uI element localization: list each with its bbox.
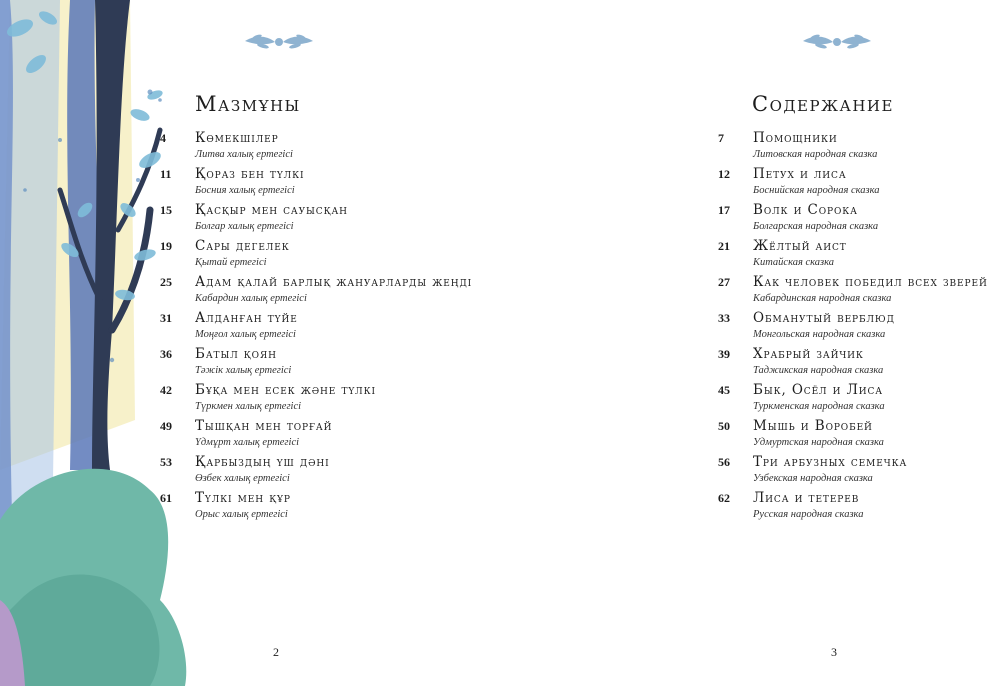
toc-entry[interactable] [160,128,500,164]
toc-entry[interactable] [160,380,500,416]
entry-page-number: 27 [718,275,730,289]
toc-entry[interactable] [160,164,500,200]
entry-subtitle: Русская народная сказка [753,509,864,520]
entry-subtitle: Удмуртская народная сказка [753,437,884,448]
entry-subtitle: Таджикская народная сказка [753,365,884,376]
toc-entry[interactable] [718,416,1000,452]
toc-entry[interactable] [160,200,500,236]
entry-page-number: 33 [718,311,730,325]
toc-entry[interactable] [160,272,500,308]
toc-entry[interactable] [160,236,500,272]
entry-title: Бык, Осёл и Лиса [753,382,884,398]
entry-page-number: 15 [160,203,172,217]
entry-page-number: 19 [160,239,172,253]
entry-page-number: 56 [718,455,730,469]
entry-title: Бұқа мен есек және түлкі [195,382,376,398]
entry-title: Тышқан мен торғай [195,418,333,434]
entry-page-number: 42 [160,383,172,397]
entry-title: Волк и Сорока [753,202,858,218]
entry-page-number: 31 [160,311,172,325]
page-title: Содержание [752,92,894,117]
entry-title: Петух и лиса [753,166,847,182]
entry-title: Батыл қоян [195,346,277,362]
entry-page-number: 4 [160,131,166,145]
entry-subtitle: Босния халық ертегісі [195,185,295,196]
entry-subtitle: Литва халық ертегісі [195,149,293,160]
entry-subtitle: Кабардинская народная сказка [753,293,892,304]
toc-entry[interactable] [160,344,500,380]
entry-title: Мышь и Воробей [753,418,873,434]
entry-subtitle: Боснийская народная сказка [753,185,880,196]
entry-title: Храбрый зайчик [753,346,864,362]
entry-title: Три арбузных семечка [753,454,908,470]
entry-subtitle: Монгольская народная сказка [753,329,886,340]
table-of-contents [718,128,1000,524]
entry-page-number: 49 [160,419,172,433]
entry-title: Адам қалай барлық жануарларды жеңді [195,274,473,290]
toc-entry[interactable] [718,380,1000,416]
toc-entry[interactable] [718,344,1000,380]
toc-entry[interactable] [718,308,1000,344]
entry-title: Алданған түйе [195,310,298,326]
page-number: 3 [831,645,837,659]
toc-entry[interactable] [718,164,1000,200]
toc-entry[interactable] [718,128,1000,164]
entry-subtitle: Үдмұрт халық ертегісі [195,437,300,448]
entry-subtitle: Литовская народная сказка [753,149,878,160]
entry-subtitle: Қытай ертегісі [195,257,267,268]
entry-title: Лиса и тетерев [753,490,860,506]
toc-entry[interactable] [160,488,500,524]
entry-subtitle: Болгар халық ертегісі [195,221,294,232]
toc-entry[interactable] [160,452,500,488]
entry-title: Как человек победил всех зверей [753,274,988,290]
entry-subtitle: Туркменская народная сказка [753,401,885,412]
entry-page-number: 17 [718,203,730,217]
entry-subtitle: Узбекская народная сказка [753,473,873,484]
toc-entry[interactable] [718,272,1000,308]
toc-entry[interactable] [718,200,1000,236]
entry-page-number: 11 [160,167,172,181]
page-title: Мазмұны [195,92,301,117]
entry-title: Қарбыздың үш дәні [195,454,330,470]
toc-entry[interactable] [718,488,1000,524]
entry-subtitle: Түркмен халық ертегісі [195,401,302,412]
entry-subtitle: Китайская сказка [753,257,835,268]
table-of-contents [160,128,500,524]
entry-page-number: 36 [160,347,172,361]
entry-title: Түлкі мен құр [195,490,291,506]
entry-page-number: 61 [160,491,172,505]
entry-page-number: 21 [718,239,730,253]
entry-title: Көмекшілер [195,130,279,146]
laurel-ornament-icon [801,32,873,52]
toc-entry[interactable] [718,236,1000,272]
entry-title: Обманутый верблюд [753,310,895,326]
entry-page-number: 39 [718,347,730,361]
toc-entry[interactable] [718,452,1000,488]
entry-subtitle: Орыс халық ертегісі [195,509,288,520]
entry-page-number: 62 [718,491,730,505]
toc-entry[interactable] [160,416,500,452]
entry-page-number: 53 [160,455,172,469]
entry-subtitle: Болгарская народная сказка [753,221,879,232]
entry-page-number: 12 [718,167,730,181]
entry-page-number: 45 [718,383,730,397]
entry-title: Жёлтый аист [753,238,847,254]
toc-entry[interactable] [160,308,500,344]
entry-page-number: 50 [718,419,730,433]
entry-title: Қасқыр мен сауысқан [195,202,348,218]
entry-title: Қораз бен түлкі [195,166,305,182]
entry-page-number: 7 [718,131,724,145]
entry-subtitle: Өзбек халық ертегісі [195,473,290,484]
page-number: 2 [273,645,279,659]
entry-subtitle: Тәжік халық ертегісі [195,365,292,376]
entry-page-number: 25 [160,275,172,289]
entry-title: Сары дегелек [195,238,290,254]
laurel-ornament-icon [243,32,315,52]
right-page [500,0,1000,686]
entry-subtitle: Моңғол халық ертегісі [195,329,296,340]
entry-title: Помощники [753,130,838,146]
entry-subtitle: Кабардин халық ертегісі [195,293,307,304]
